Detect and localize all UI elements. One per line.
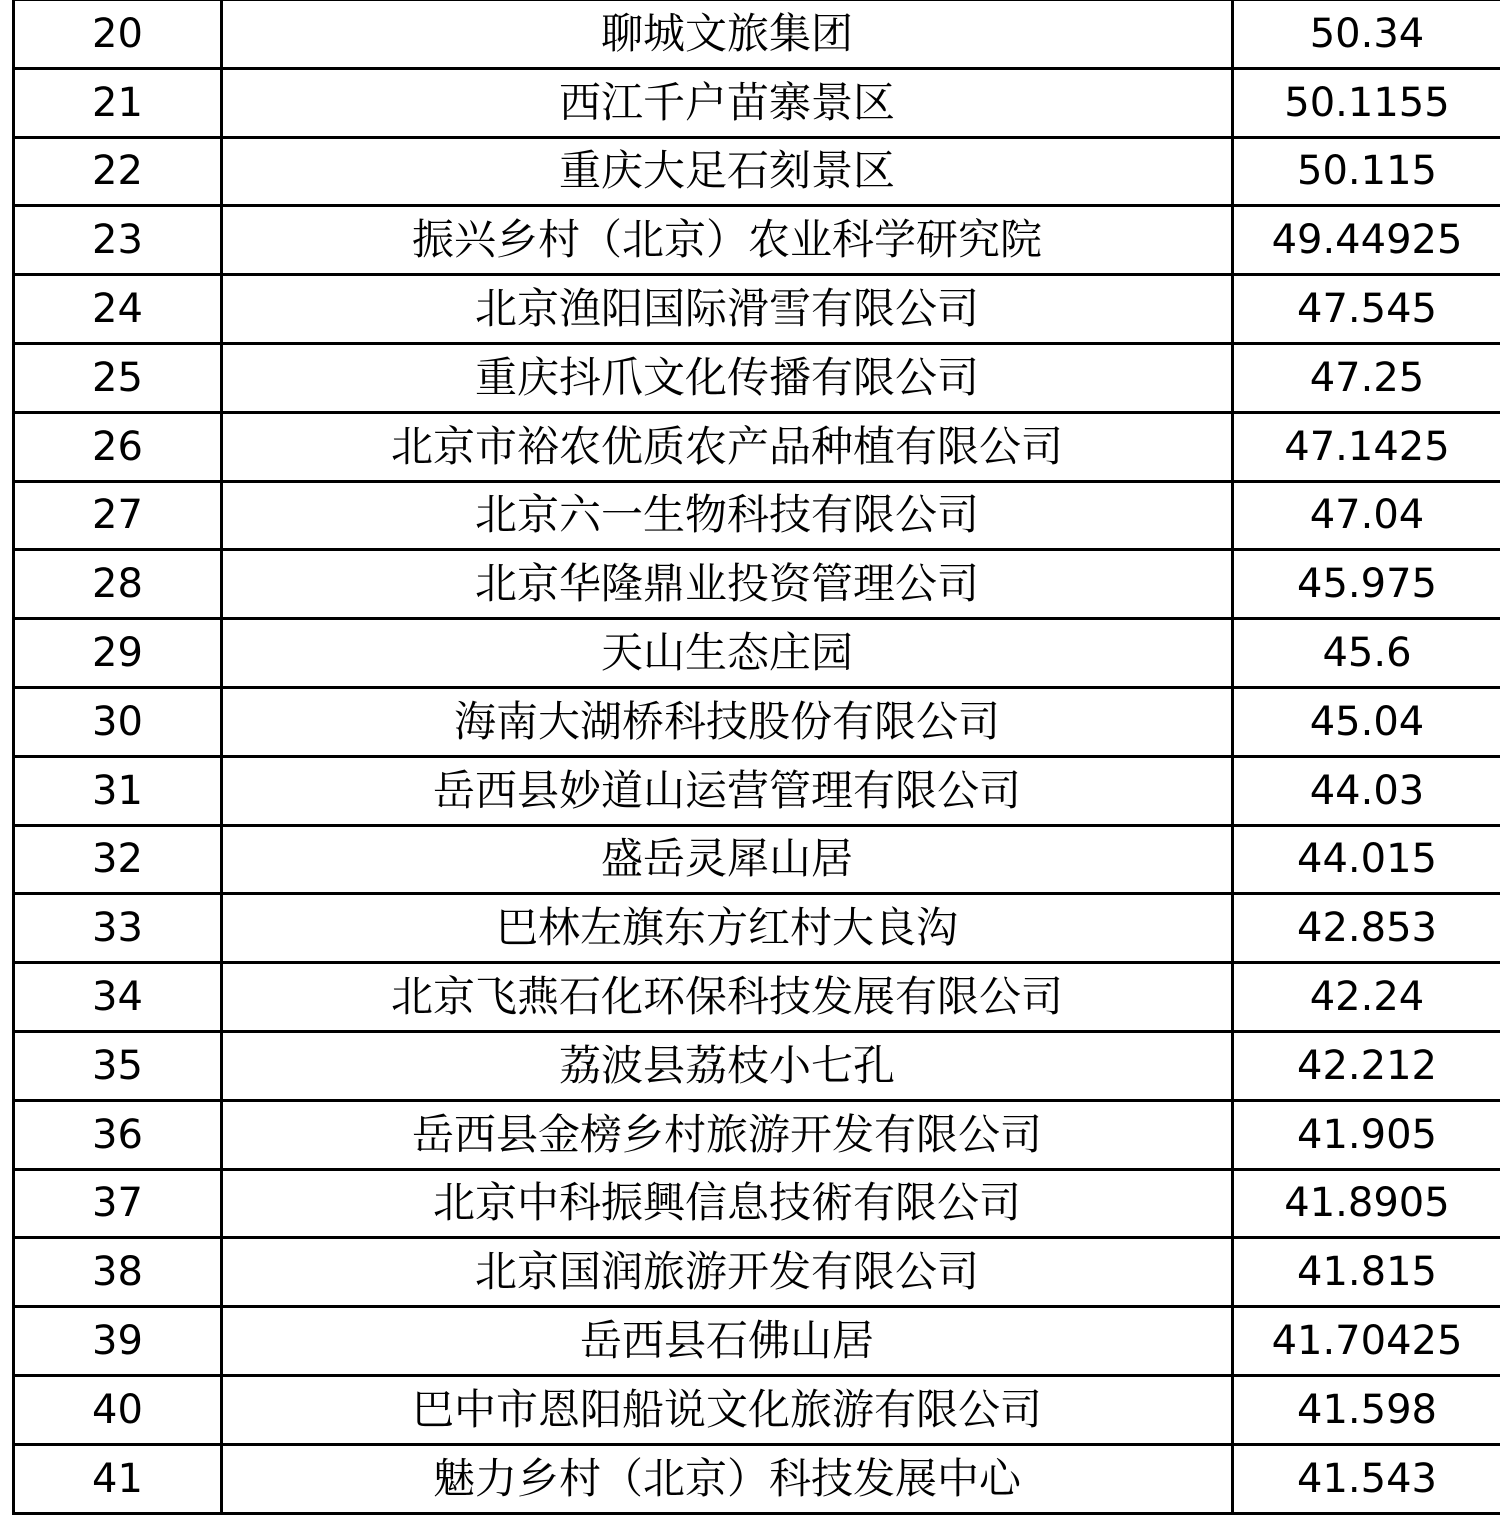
name-cell: 北京中科振興信息技術有限公司 <box>222 1169 1233 1238</box>
name-cell: 荔波县荔枝小七孔 <box>222 1031 1233 1100</box>
score-cell: 49.44925 <box>1233 206 1500 275</box>
score-cell: 44.015 <box>1233 825 1500 894</box>
score-cell: 47.25 <box>1233 343 1500 412</box>
table-row <box>14 0 1500 68</box>
name-cell: 岳西县金榜乡村旅游开发有限公司 <box>222 1100 1233 1169</box>
table-row <box>14 1375 1500 1444</box>
rank-cell: 26 <box>14 412 222 481</box>
rank-cell: 22 <box>14 137 222 206</box>
table-row <box>14 412 1500 481</box>
rank-cell: 36 <box>14 1100 222 1169</box>
score-cell: 44.03 <box>1233 756 1500 825</box>
name-cell: 北京国润旅游开发有限公司 <box>222 1238 1233 1307</box>
name-cell: 魅力乡村（北京）科技发展中心 <box>222 1444 1233 1513</box>
table-row <box>14 68 1500 137</box>
table-row <box>14 275 1500 344</box>
name-cell: 岳西县妙道山运营管理有限公司 <box>222 756 1233 825</box>
rank-cell: 23 <box>14 206 222 275</box>
table-row <box>14 756 1500 825</box>
table-row <box>14 481 1500 550</box>
name-cell: 天山生态庄园 <box>222 619 1233 688</box>
rank-cell: 21 <box>14 68 222 137</box>
table-row <box>14 1307 1500 1376</box>
table-row <box>14 687 1500 756</box>
score-cell: 41.543 <box>1233 1444 1500 1513</box>
table-row <box>14 825 1500 894</box>
rank-cell: 41 <box>14 1444 222 1513</box>
table-row <box>14 1169 1500 1238</box>
table-row <box>14 1100 1500 1169</box>
score-cell: 50.115 <box>1233 137 1500 206</box>
table-row <box>14 963 1500 1032</box>
rank-cell: 30 <box>14 687 222 756</box>
name-cell: 西江千户苗寨景区 <box>222 68 1233 137</box>
name-cell: 盛岳灵犀山居 <box>222 825 1233 894</box>
name-cell: 岳西县石佛山居 <box>222 1307 1233 1376</box>
score-cell: 45.975 <box>1233 550 1500 619</box>
table-row <box>14 206 1500 275</box>
rank-cell: 31 <box>14 756 222 825</box>
name-cell: 重庆大足石刻景区 <box>222 137 1233 206</box>
name-cell: 海南大湖桥科技股份有限公司 <box>222 687 1233 756</box>
score-cell: 45.6 <box>1233 619 1500 688</box>
score-cell: 45.04 <box>1233 687 1500 756</box>
name-cell: 北京飞燕石化环保科技发展有限公司 <box>222 963 1233 1032</box>
rank-cell: 24 <box>14 275 222 344</box>
rank-cell: 32 <box>14 825 222 894</box>
table-row <box>14 1031 1500 1100</box>
name-cell: 振兴乡村（北京）农业科学研究院 <box>222 206 1233 275</box>
rank-cell: 20 <box>14 0 222 68</box>
score-cell: 41.905 <box>1233 1100 1500 1169</box>
score-cell: 50.1155 <box>1233 68 1500 137</box>
table-row <box>14 343 1500 412</box>
score-cell: 47.545 <box>1233 275 1500 344</box>
ranking-table <box>12 0 1500 1515</box>
table-row <box>14 550 1500 619</box>
rank-cell: 28 <box>14 550 222 619</box>
score-cell: 50.34 <box>1233 0 1500 68</box>
table-row <box>14 619 1500 688</box>
name-cell: 巴林左旗东方红村大良沟 <box>222 894 1233 963</box>
rank-cell: 40 <box>14 1375 222 1444</box>
table-row <box>14 1238 1500 1307</box>
name-cell: 北京华隆鼎业投资管理公司 <box>222 550 1233 619</box>
table-row <box>14 137 1500 206</box>
score-cell: 42.24 <box>1233 963 1500 1032</box>
rank-cell: 37 <box>14 1169 222 1238</box>
score-cell: 47.04 <box>1233 481 1500 550</box>
name-cell: 巴中市恩阳船说文化旅游有限公司 <box>222 1375 1233 1444</box>
score-cell: 41.598 <box>1233 1375 1500 1444</box>
rank-cell: 35 <box>14 1031 222 1100</box>
score-cell: 41.8905 <box>1233 1169 1500 1238</box>
name-cell: 北京六一生物科技有限公司 <box>222 481 1233 550</box>
name-cell: 北京渔阳国际滑雪有限公司 <box>222 275 1233 344</box>
score-cell: 41.70425 <box>1233 1307 1500 1376</box>
score-cell: 47.1425 <box>1233 412 1500 481</box>
name-cell: 重庆抖爪文化传播有限公司 <box>222 343 1233 412</box>
score-cell: 42.853 <box>1233 894 1500 963</box>
rank-cell: 34 <box>14 963 222 1032</box>
table-row <box>14 894 1500 963</box>
score-cell: 42.212 <box>1233 1031 1500 1100</box>
name-cell: 北京市裕农优质农产品种植有限公司 <box>222 412 1233 481</box>
rank-cell: 38 <box>14 1238 222 1307</box>
table-row <box>14 1444 1500 1513</box>
score-cell: 41.815 <box>1233 1238 1500 1307</box>
name-cell: 聊城文旅集团 <box>222 0 1233 68</box>
rank-cell: 39 <box>14 1307 222 1376</box>
rank-cell: 33 <box>14 894 222 963</box>
rank-cell: 29 <box>14 619 222 688</box>
rank-cell: 27 <box>14 481 222 550</box>
rank-cell: 25 <box>14 343 222 412</box>
ranking-table-body <box>14 0 1500 1513</box>
